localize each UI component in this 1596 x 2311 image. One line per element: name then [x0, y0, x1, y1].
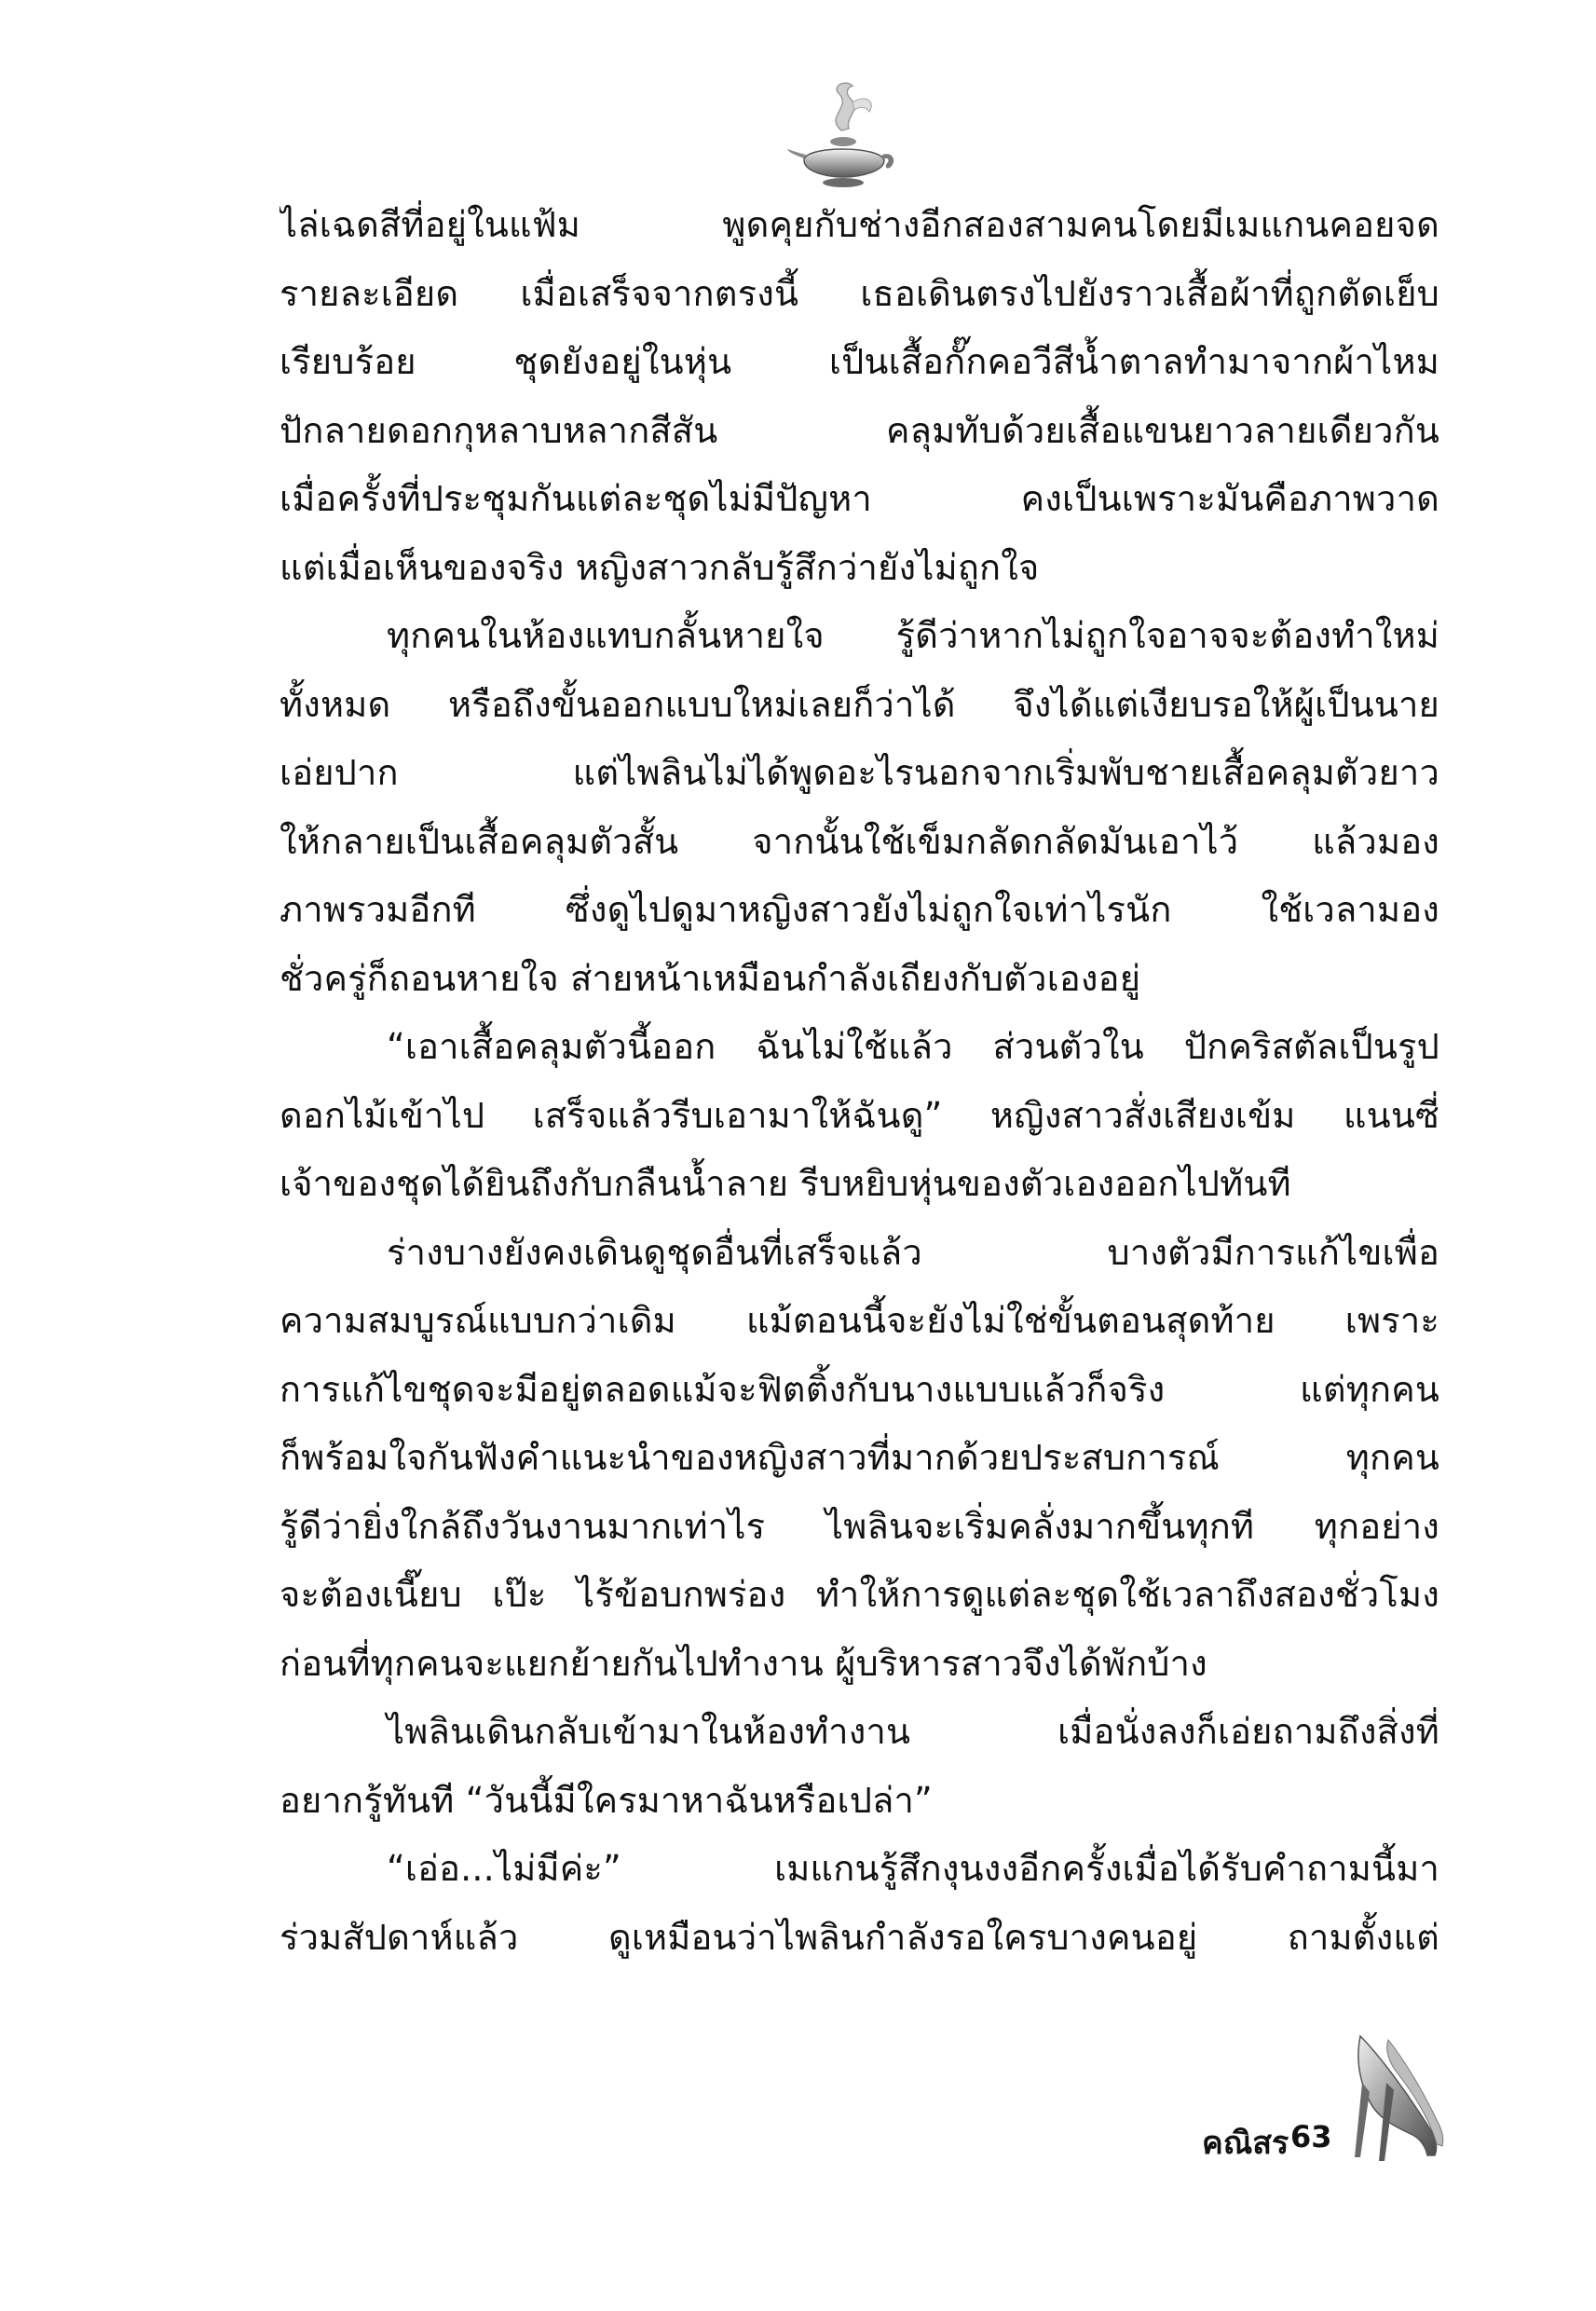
book-title: คณิสร	[1202, 2125, 1289, 2162]
paragraph-line: ทั้งหมด หรือถึงขั้นออกแบบใหม่เลยก็ว่าได้ จึงได้แต่เงียบรอให้ผู้เป็นนาย	[280, 683, 1439, 725]
paragraph-line: ก็พร้อมใจกันฟังคำแนะนำของหญิงสาวที่มากด้วยประสบการณ์ ทุกคน	[280, 1437, 1439, 1478]
paragraph-line: รู้ดีว่ายิ่งใกล้ถึงวันงานมากเท่าไร ไพลินจะเริ่มคลั่งมากขึ้นทุกที ทุกอย่าง	[280, 1505, 1439, 1547]
paragraph-line: ไล่เฉดสีที่อยู่ในแฟ้ม พูดคุยกับช่างอีกสองสามคนโดยมีเมแกนคอยจด	[280, 204, 1439, 245]
page-body	[280, 191, 1439, 1972]
page-number: 63	[1290, 2119, 1332, 2154]
paragraph-line: ปักลายดอกกุหลาบหลากสีสัน คลุมทับด้วยเสื้อแขนยาวลายเดียวกัน	[280, 409, 1439, 451]
paragraph-line: การแก้ไขชุดจะมีอยู่ตลอดแม้จะฟิตติ้งกับนางแบบแล้วก็จริง แต่ทุกคน	[280, 1368, 1439, 1410]
paragraph-line: เจ้าของชุดได้ยินถึงกับกลืนน้ำลาย รีบหยิบหุ่นของตัวเองออกไปทันที	[280, 1163, 1291, 1204]
paragraph-line: เรียบร้อย ชุดยังอยู่ในหุ่น เป็นเสื้อกั๊กคอวีสีน้ำตาลทำมาจากผ้าไหม	[280, 341, 1439, 382]
paragraph-line: อยากรู้ทันที “วันนี้มีใครมาหาฉันหรือเปล่า”	[280, 1779, 933, 1821]
paragraph-line: แต่เมื่อเห็นของจริง หญิงสาวกลับรู้สึกว่ายังไม่ถูกใจ	[280, 546, 1040, 588]
paragraph-line: ชั่วครู่ก็ถอนหายใจ ส่ายหน้าเหมือนกำลังเถียงกับตัวเองอยู่	[280, 957, 1141, 999]
paragraph-line: ร่างบางยังคงเดินดูชุดอื่นที่เสร็จแล้ว บางตัวมีการแก้ไขเพื่อ	[387, 1231, 1439, 1273]
paragraph-line: ร่วมสัปดาห์แล้ว ดูเหมือนว่าไพลินกำลังรอใครบางคนอยู่ ถามตั้งแต่	[280, 1916, 1439, 1958]
paragraph-line: ให้กลายเป็นเสื้อคลุมตัวสั้น จากนั้นใช้เข็มกลัดกลัดมันเอาไว้ แล้วมอง	[280, 820, 1439, 862]
paragraph-line: ไพลินเดินกลับเข้ามาในห้องทำงาน เมื่อนั่งลงก็เอ่ยถามถึงสิ่งที่	[387, 1711, 1439, 1752]
paragraph-line: รายละเอียด เมื่อเสร็จจากตรงนี้ เธอเดินตรงไปยังราวเสื้อผ้าที่ถูกตัดเย็บ	[280, 272, 1439, 314]
high-heel-shoe-icon	[1342, 2027, 1449, 2167]
paragraph-line: ดอกไม้เข้าไป เสร็จแล้วรีบเอามาให้ฉันดู” หญิงสาวสั่งเสียงเข้ม แนนซี่	[280, 1094, 1439, 1136]
paragraph-line: “เอาเสื้อคลุมตัวนี้ออก ฉันไม่ใช้แล้ว ส่วนตัวใน ปักคริสตัลเป็นรูป	[387, 1026, 1439, 1067]
paragraph-line: ภาพรวมอีกที ซึ่งดูไปดูมาหญิงสาวยังไม่ถูกใจเท่าไรนัก ใช้เวลามอง	[280, 889, 1439, 930]
paragraph-line: จะต้องเนี๊ยบ เป๊ะ ไร้ข้อบกพร่อง ทำให้การดูแต่ละชุดใช้เวลาถึงสองชั่วโมง	[280, 1574, 1439, 1615]
magic-lamp-icon	[787, 75, 899, 196]
paragraph-line: “เอ่อ...ไม่มีค่ะ” เมแกนรู้สึกงุนงงอีกครั้งเมื่อได้รับคำถามนี้มา	[387, 1848, 1439, 1889]
paragraph-line: ทุกคนในห้องแทบกลั้นหายใจ รู้ดีว่าหากไม่ถูกใจอาจจะต้องทำใหม่	[387, 615, 1439, 656]
paragraph-line: เอ่ยปาก แต่ไพลินไม่ได้พูดอะไรนอกจากเริ่มพับชายเสื้อคลุมตัวยาว	[280, 752, 1439, 793]
paragraph-line: ก่อนที่ทุกคนจะแยกย้ายกันไปทำงาน ผู้บริหารสาวจึงได้พักบ้าง	[280, 1642, 1207, 1684]
paragraph-line: ความสมบูรณ์แบบกว่าเดิม แม้ตอนนี้จะยังไม่ใช่ขั้นตอนสุดท้าย เพราะ	[280, 1300, 1439, 1341]
paragraph-line: เมื่อครั้งที่ประชุมกันแต่ละชุดไม่มีปัญหา คงเป็นเพราะมันคือภาพวาด	[280, 478, 1439, 519]
